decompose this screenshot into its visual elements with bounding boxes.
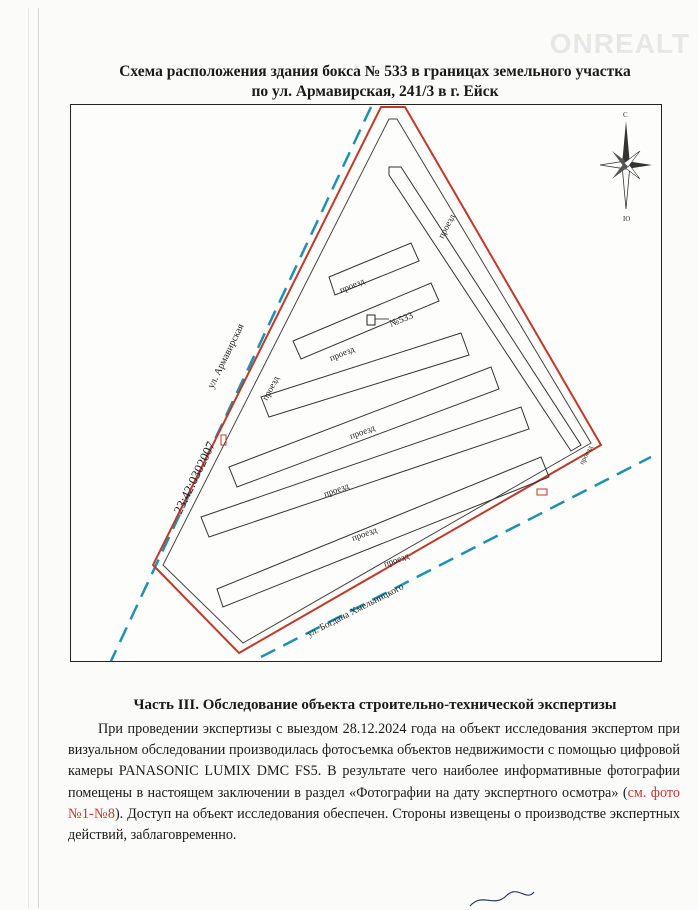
signature-stroke <box>468 888 538 910</box>
scheme-title-line2: по ул. Армавирская, 241/3 в г. Ейск <box>251 83 499 100</box>
watermark-logo: ONREALT <box>549 28 690 59</box>
passage-label: проезд <box>577 444 595 466</box>
scheme-title <box>70 62 680 102</box>
passage-label: проезд <box>259 374 281 402</box>
scheme-title-line1: Схема расположения здания бокса № 533 в границах земельного участка <box>119 63 631 80</box>
page-edge <box>38 8 39 908</box>
passage-label: проезд <box>322 480 351 499</box>
compass-south-label: Ю <box>623 215 631 223</box>
section-body <box>68 719 680 846</box>
site-plan <box>70 104 662 662</box>
paragraph-main <box>68 719 680 846</box>
passage-label: проезд <box>328 343 356 363</box>
garage-row <box>261 333 469 417</box>
garage-row <box>389 167 581 451</box>
passage-label: проезд <box>348 422 377 441</box>
paragraph-main-end: ). <box>114 805 124 822</box>
paragraph-access: Доступ на объект исследования обеспечен. Стороны извещены о производстве экспертных действий, заблаговременно. <box>68 805 680 844</box>
cadastral-number-label: 23:42:0302007 <box>170 438 219 517</box>
garage-row <box>293 283 439 359</box>
box-533-label: №533 <box>388 310 415 330</box>
paragraph-main-text: При проведении экспертизы с выездом 28.12.2024 года на объект исследования экспертом при визуальном обследовании производилась фотосъемка объектов недвижимости с помощью цифровой камеры PANASONIC LUMIX DMC FS5. В результате чего наиболее информативные фотографии помещены в настоящем заключении в раздел «Фотографии на дату экспертного осмотра» ( <box>68 721 680 801</box>
compass-north-label: С <box>623 111 628 119</box>
page-edge-shadow <box>28 8 29 908</box>
garage-rows <box>201 167 581 607</box>
passage-label: проезд <box>435 212 457 240</box>
box-533-marker <box>367 315 375 325</box>
passage-label: проезд <box>338 275 366 295</box>
street-armavirskaya-label: ул. Армавирская <box>205 322 247 391</box>
cadastral-line-west <box>111 107 371 661</box>
inner-driveway <box>163 119 591 643</box>
site-plan-drawing <box>71 105 663 663</box>
passage-label: проезд <box>382 550 411 569</box>
compass-rose-icon <box>600 121 652 209</box>
street-khmelnitsky-label: ул. Богдана Хмельницкого <box>305 582 406 640</box>
gate-marker <box>221 435 226 445</box>
gate-marker <box>537 489 547 495</box>
section-heading: Часть III. Обследование объекта строительно-технической экспертизы <box>133 697 617 713</box>
photo-reference-link[interactable]: см. фото №1-№8 <box>68 784 680 822</box>
passage-label: проезд <box>350 524 379 543</box>
garage-row <box>217 457 549 607</box>
